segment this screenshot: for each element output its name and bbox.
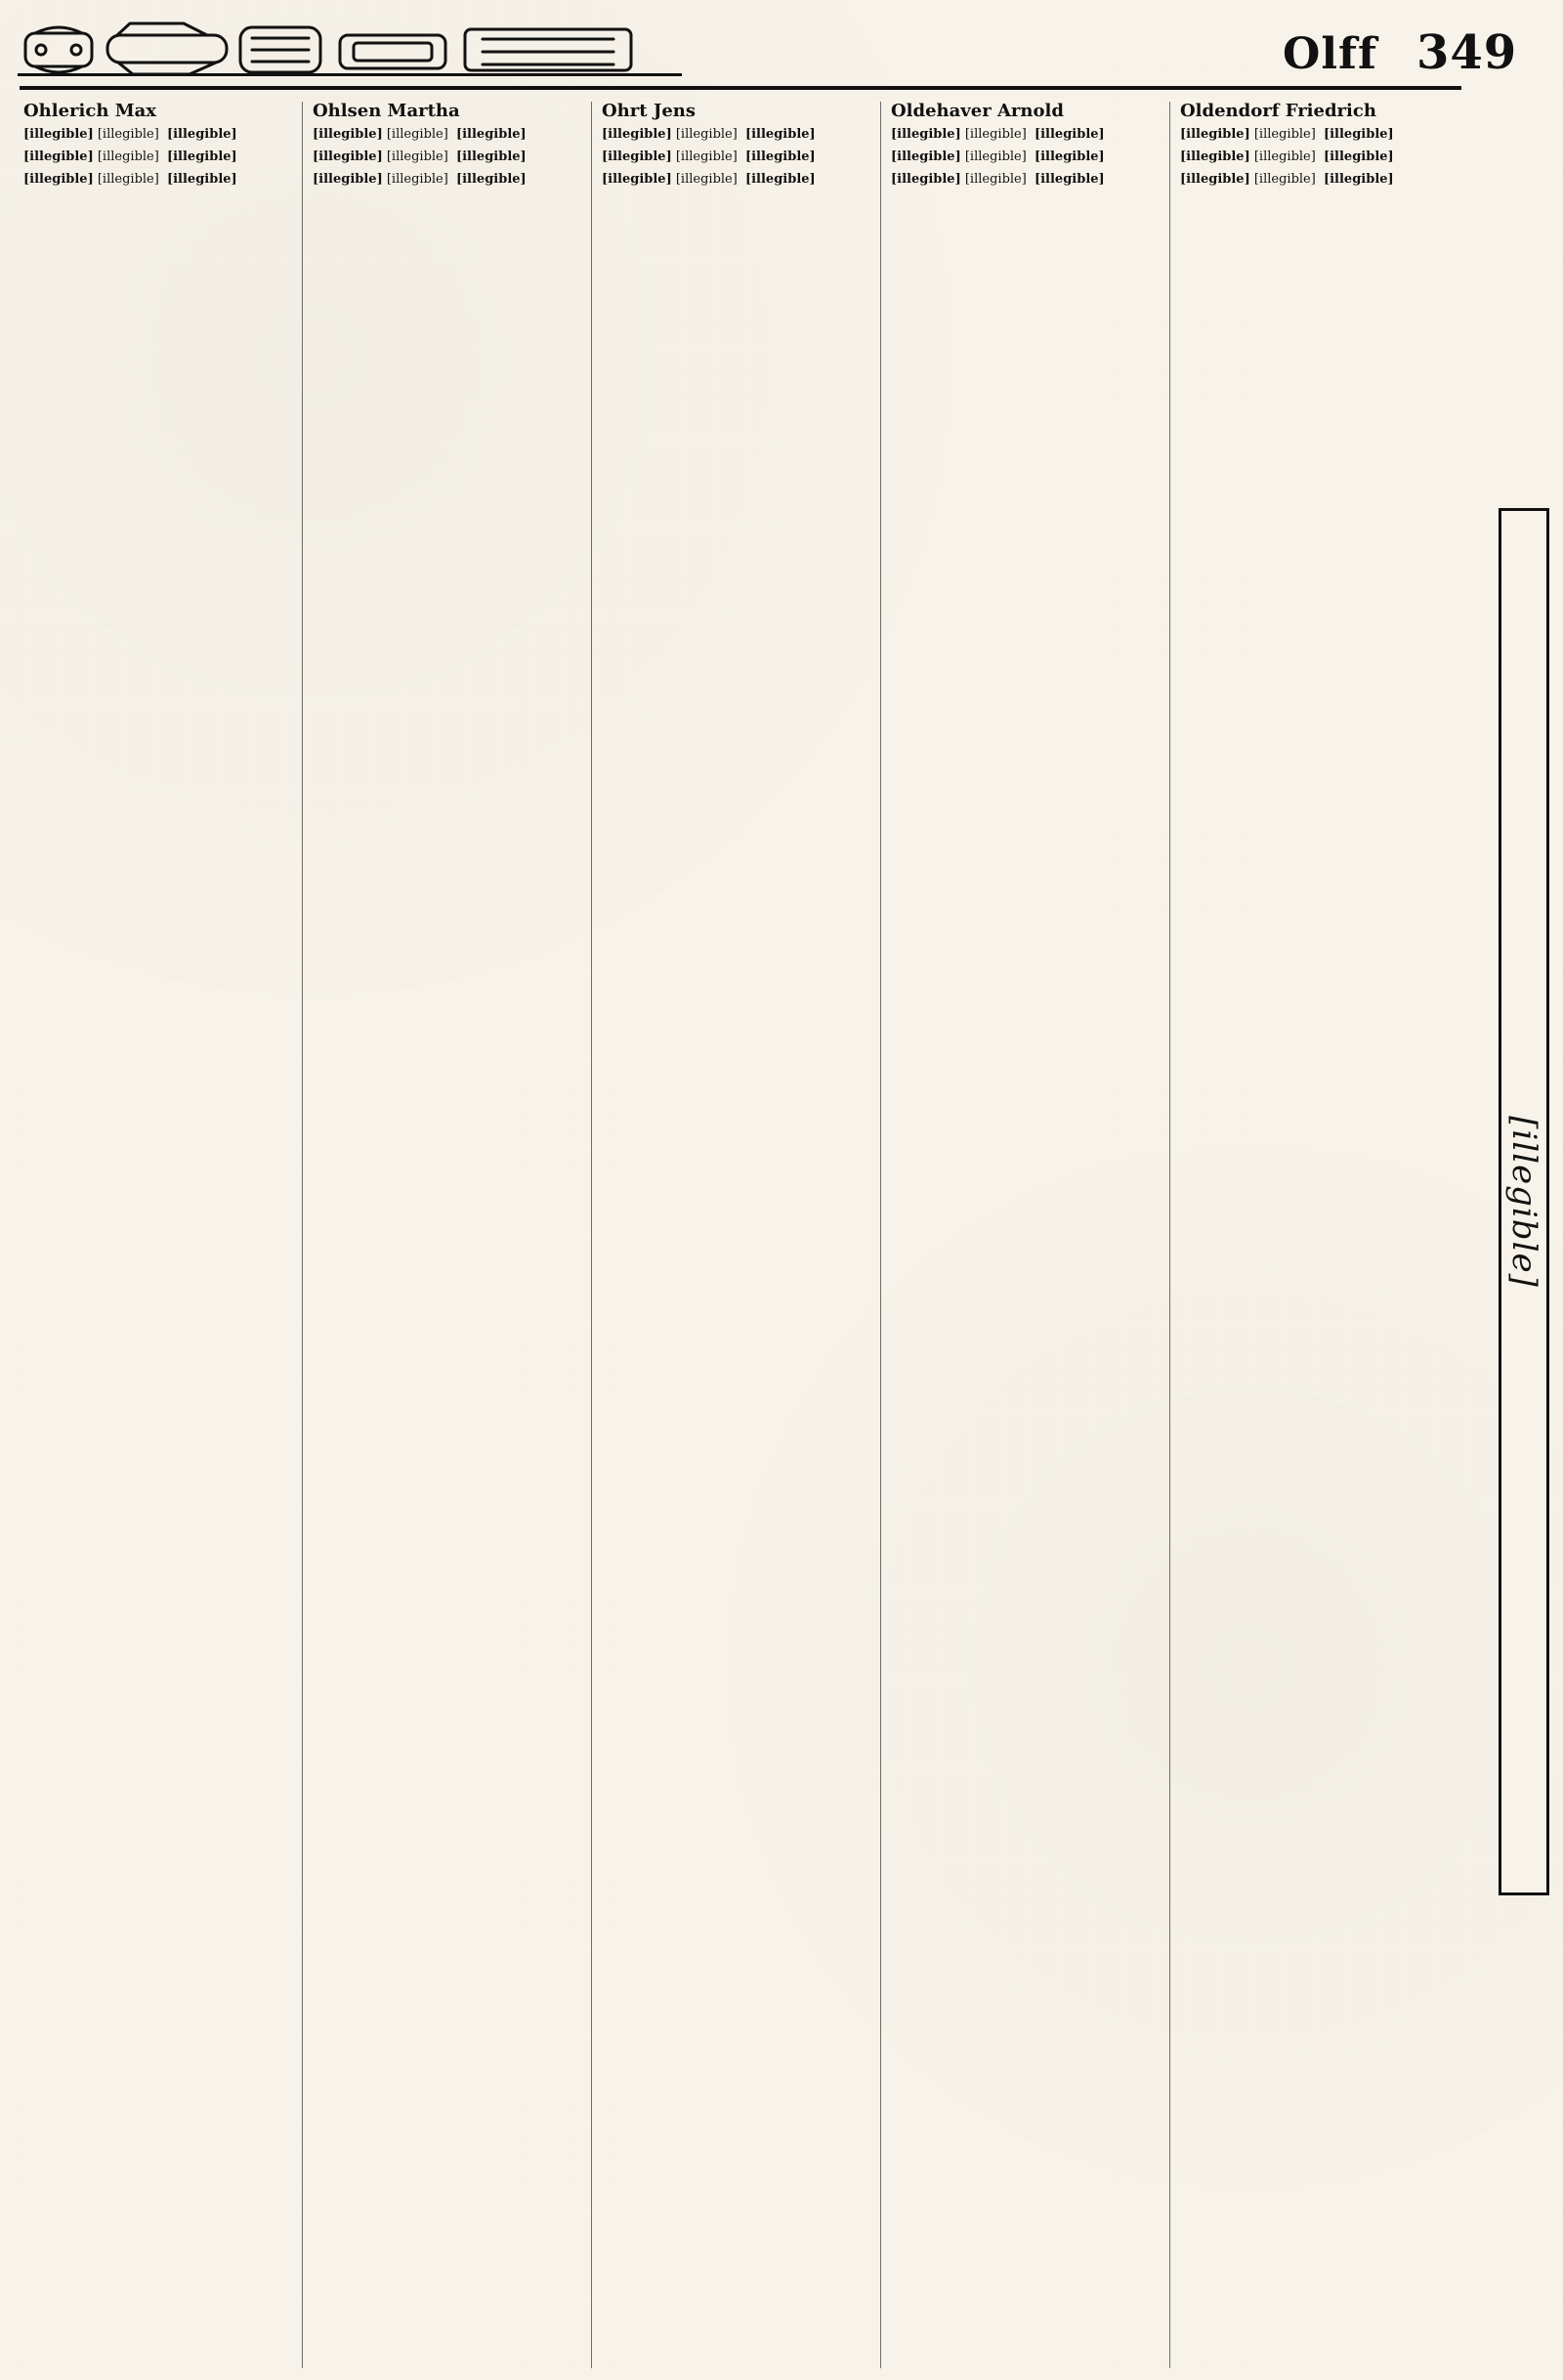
column-heading-3: Ohrt Jens — [602, 102, 697, 121]
entry-name: [illegible] — [23, 149, 94, 165]
entry-detail: [illegible] — [964, 126, 1027, 142]
directory-entry — [891, 172, 1163, 187]
entry-name: [illegible] — [23, 126, 94, 142]
entry-detail: [illegible] — [97, 126, 159, 142]
entry-name: [illegible] — [602, 149, 672, 165]
entry-name: [illegible] — [313, 126, 383, 142]
entry-name: [illegible] — [1180, 172, 1250, 188]
directory-columns — [23, 102, 1471, 2368]
entry-detail: [illegible] — [1253, 126, 1316, 142]
header-rule — [20, 86, 1461, 90]
entry-name: [illegible] — [313, 172, 383, 188]
header-title: Olff — [1283, 29, 1377, 79]
entry-code: [illegible] — [455, 149, 527, 165]
directory-column-5 — [1180, 102, 1459, 2368]
directory-entry — [891, 127, 1163, 142]
entry-code: [illegible] — [166, 149, 237, 165]
entry-detail: [illegible] — [386, 126, 448, 142]
directory-entry — [313, 127, 585, 142]
directory-entry — [23, 149, 296, 164]
advertisement-sidebar — [1499, 508, 1549, 1895]
header-illustration — [18, 18, 682, 82]
directory-entry — [1180, 172, 1454, 187]
page-header — [18, 18, 1518, 82]
entry-code: [illegible] — [744, 172, 816, 188]
entry-name: [illegible] — [23, 172, 94, 188]
directory-entry — [602, 149, 874, 164]
directory-column-2 — [313, 102, 592, 2368]
entry-name: [illegible] — [602, 172, 672, 188]
entry-code: [illegible] — [1323, 126, 1394, 142]
directory-entry — [23, 172, 296, 187]
entry-detail: [illegible] — [1253, 172, 1316, 188]
entry-code: [illegible] — [744, 149, 816, 165]
entry-code: [illegible] — [166, 172, 237, 188]
page-number: 349 — [1416, 25, 1518, 80]
entry-detail: [illegible] — [97, 149, 159, 165]
entry-code: [illegible] — [1323, 149, 1394, 165]
directory-entry — [602, 172, 874, 187]
entry-detail: [illegible] — [675, 172, 738, 188]
column-heading-5: Oldendorf Friedrich — [1180, 102, 1376, 121]
entry-name: [illegible] — [891, 172, 961, 188]
entry-name: [illegible] — [891, 126, 961, 142]
entry-code: [illegible] — [1034, 126, 1105, 142]
entry-code: [illegible] — [166, 126, 237, 142]
directory-column-1 — [23, 102, 303, 2368]
entry-name: [illegible] — [602, 126, 672, 142]
entry-code: [illegible] — [1034, 172, 1105, 188]
entry-name: [illegible] — [313, 149, 383, 165]
directory-entry — [313, 172, 585, 187]
entry-name: [illegible] — [1180, 126, 1250, 142]
column-heading-2: Ohlsen Martha — [313, 102, 460, 121]
column-heading-4: Oldehaver Arnold — [891, 102, 1064, 121]
directory-entry — [23, 127, 296, 142]
entry-detail: [illegible] — [386, 172, 448, 188]
entry-detail: [illegible] — [1253, 149, 1316, 165]
entry-detail: [illegible] — [964, 172, 1027, 188]
directory-column-4 — [891, 102, 1170, 2368]
directory-entry — [891, 149, 1163, 164]
directory-column-3 — [602, 102, 881, 2368]
entry-name: [illegible] — [1180, 149, 1250, 165]
directory-entry — [602, 127, 874, 142]
entry-code: [illegible] — [455, 126, 527, 142]
entry-code: [illegible] — [1034, 149, 1105, 165]
directory-entry — [1180, 149, 1454, 164]
entry-name: [illegible] — [891, 149, 961, 165]
entry-code: [illegible] — [744, 126, 816, 142]
entry-code: [illegible] — [1323, 172, 1394, 188]
entry-detail: [illegible] — [964, 149, 1027, 165]
column-heading-1: Ohlerich Max — [23, 102, 157, 121]
entry-detail: [illegible] — [97, 172, 159, 188]
directory-entry — [1180, 127, 1454, 142]
entry-detail: [illegible] — [386, 149, 448, 165]
sidebar-text: [illegible] — [1504, 1116, 1543, 1288]
entry-code: [illegible] — [455, 172, 527, 188]
entry-detail: [illegible] — [675, 149, 738, 165]
entry-detail: [illegible] — [675, 126, 738, 142]
directory-entry — [313, 149, 585, 164]
